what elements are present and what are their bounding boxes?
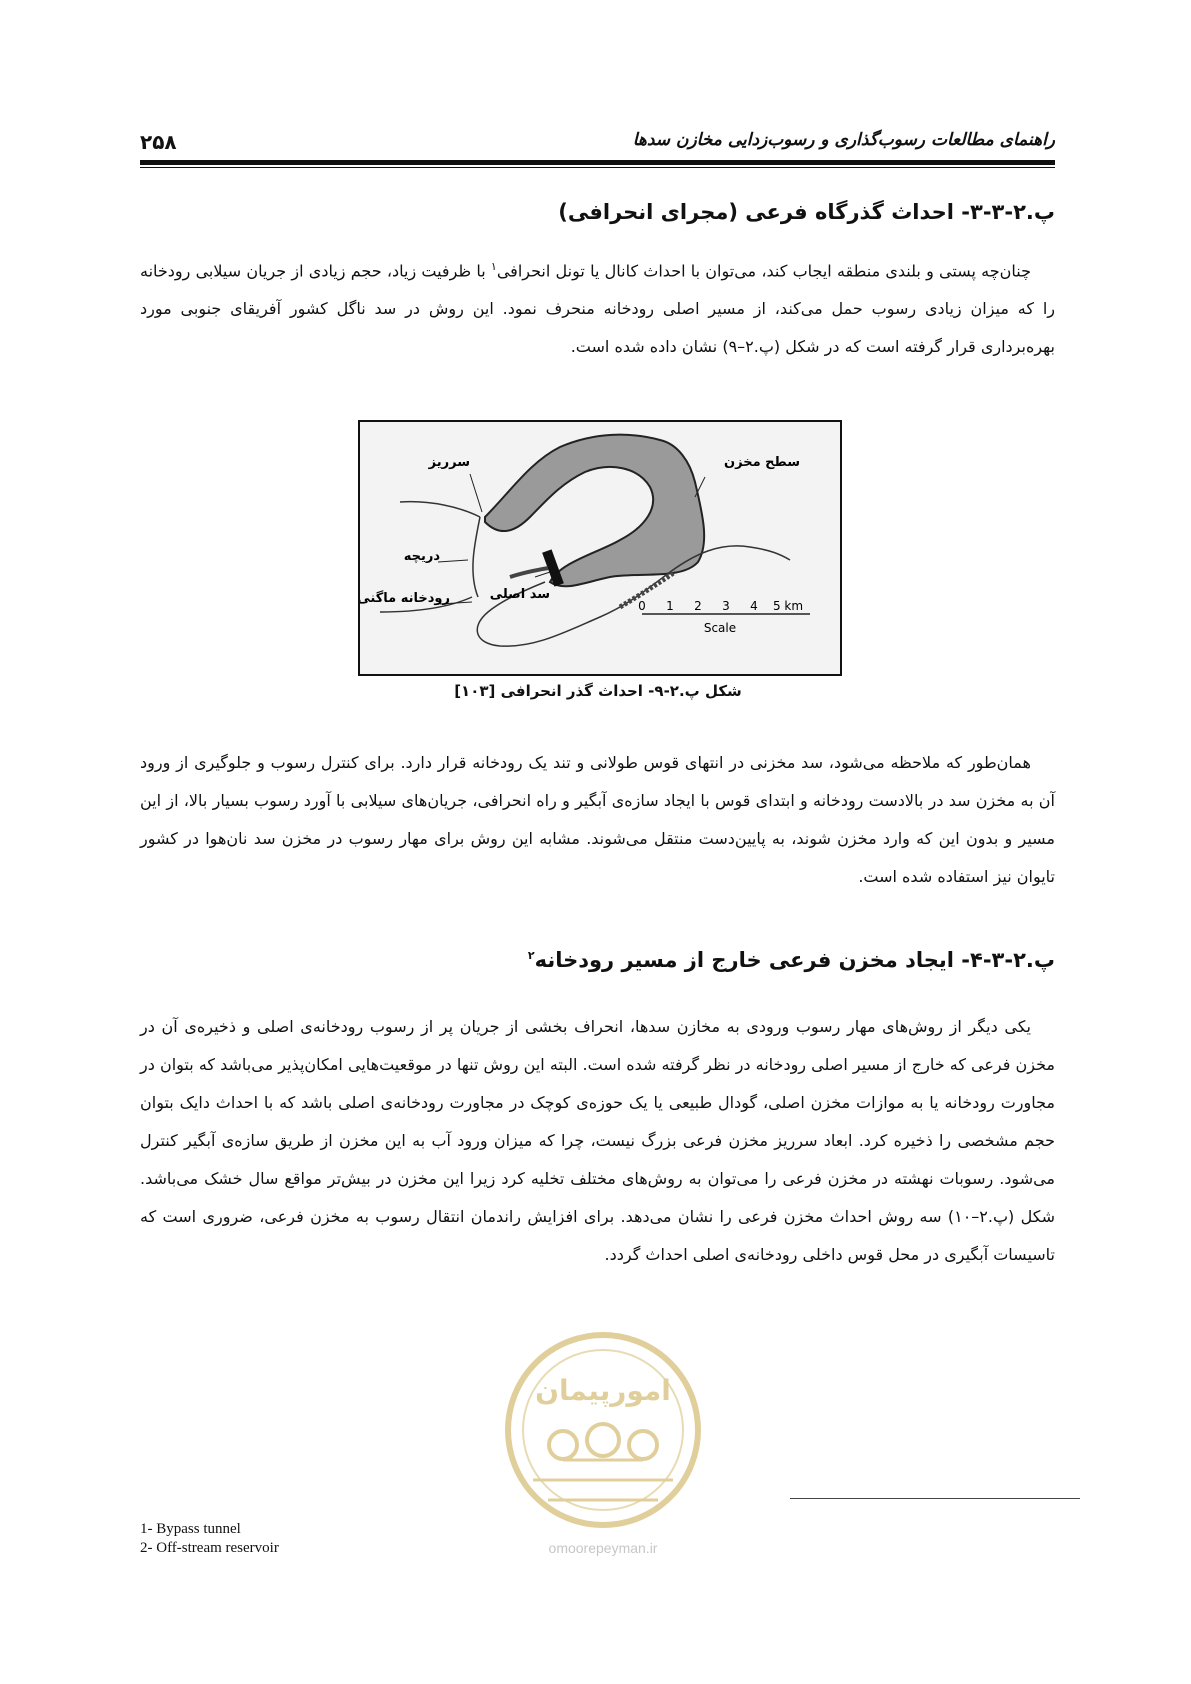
scale-tick: 3: [722, 599, 730, 613]
running-title: راهنمای مطالعات رسوب‌گذاری و رسوب‌زدایی مخازن سدها: [632, 130, 1055, 150]
footnote-1: 1- Bypass tunnel: [140, 1521, 241, 1537]
scale-tick: 0: [638, 599, 646, 613]
paragraph-bypass-text: چنان‌چه پستی و بلندی منطقه ایجاب کند، می‌توان با احداث کانال یا تونل انحرافی: [496, 261, 1031, 281]
watermark-url: omoorepeyman.ir: [548, 1540, 658, 1556]
section-heading-bypass: پ.۲-۳-۳- احداث گذرگاه فرعی (مجرای انحرافی): [558, 200, 1055, 224]
label-spillway: سرریز: [428, 455, 470, 470]
figure-caption: شکل پ.۲-۹- احداث گذر انحرافی [۱۰۳]: [454, 682, 742, 700]
watermark-logo-text: امورپیمان: [535, 1374, 671, 1407]
paragraph-offstream: [140, 1008, 1055, 1274]
paragraph-description: [140, 744, 1055, 896]
scale-tick: 4: [750, 599, 758, 613]
running-header: [140, 128, 1055, 158]
label-gate: دریچه: [403, 549, 440, 564]
footnote-2: 2- Off-stream reservoir: [140, 1540, 279, 1556]
bypass-map: [360, 422, 840, 674]
bypass-figure: [358, 420, 842, 676]
footnotes: [140, 1520, 279, 1558]
scale-tick: 2: [694, 599, 702, 613]
watermark-logo: [493, 1330, 713, 1570]
label-reservoir-surface: سطح مخزن: [724, 455, 800, 470]
footnote-rule: [790, 1498, 1080, 1499]
section-heading-offstream-text: پ.۲-۳-۴- ایجاد مخزن فرعی خارج از مسیر رودخانه: [534, 948, 1055, 972]
header-rule-thick: [140, 160, 1055, 165]
scale-tick: 1: [666, 599, 674, 613]
page-number: ۲۵۸: [140, 130, 177, 154]
footnote-ref-2[interactable]: ۲: [527, 949, 535, 962]
paragraph-bypass: [140, 248, 1055, 366]
paragraph-bypass-text-rest: با ظرفیت زیاد، حجم زیادی از جریان سیلابی رودخانه را که میزان زیادی رسوب حمل می‌کند، از مسیر اصلی رودخانه منحرف نمود. این روش در سد ناگل کشور آفریقای جنوبی مورد بهره‌برداری قرار گرفته است که در شکل (پ.۲–۹) نشان داده شده است.: [140, 261, 1055, 357]
label-river: رودخانه ماگنی: [360, 591, 450, 606]
paragraph-offstream-text: یکی دیگر از روش‌های مهار رسوب ورودی به مخازن سدها، انحراف بخشی از جریان پر از رسوب رودخانه‌ی اصلی و ذخیره‌ی آن در مخزن فرعی که خارج از مسیر اصلی رودخانه در نظر گرفته شده است. البته این روش تنها در موقعیت‌هایی امکان‌پذیر می‌باشد که بتوان در مجاورت رودخانه یا به موازات مخزن اصلی، گودال طبیعی یا یک حوزه‌ی کوچک در مجاورت رودخانه‌ی اصلی باشد که با احداث دایک بتوان حجم مشخصی را ذخیره کرد. ابعاد سرریز مخزن فرعی بزرگ نیست، چرا که میزان ورود آب به این مخزن از طریق سازه‌ی آبگیر کنترل می‌شود. رسوبات نهشته در مخزن فرعی را می‌توان به روش‌های مختلف تخلیه کرد زیرا این مخزن در بیش‌تر مواقع سال خشک می‌باشد. شکل (پ.۲–۱۰) سه روش احداث مخزن فرعی را نشان می‌دهد. برای افزایش راندمان انتقال رسوب به مخزن فرعی، ضروری است که تاسیسات آبگیری در محل قوس داخلی رودخانه‌ی اصلی احداث گردد.: [140, 1017, 1055, 1264]
header-rule-thin: [140, 167, 1055, 168]
footnote-ref-1[interactable]: ۱: [490, 260, 497, 273]
section-heading-offstream: [140, 948, 1055, 972]
label-main-dam: سد اصلی: [489, 587, 550, 602]
scale-tick: 5 km: [772, 599, 804, 613]
paragraph-description-text: همان‌طور که ملاحظه می‌شود، سد مخزنی در انتهای قوس طولانی و تند یک رودخانه قرار دارد. برای کنترل رسوب و جلوگیری از ورود آن به مخزن سد در بالادست رودخانه و ابتدای قوس با ایجاد سازه‌ی آبگیر و راه انحرافی، جریان‌های سیلابی با آورد رسوب بسیار بالا، از این مسیر و بدون این که وارد مخزن شوند، به پایین‌دست منتقل می‌شوند. مشابه این روش برای مهار رسوب در مخزن سد نان‌هوا در کشور تایوان نیز استفاده شده است.: [140, 753, 1055, 886]
scale-label: Scale: [703, 621, 737, 635]
seal-icon: [493, 1330, 713, 1535]
